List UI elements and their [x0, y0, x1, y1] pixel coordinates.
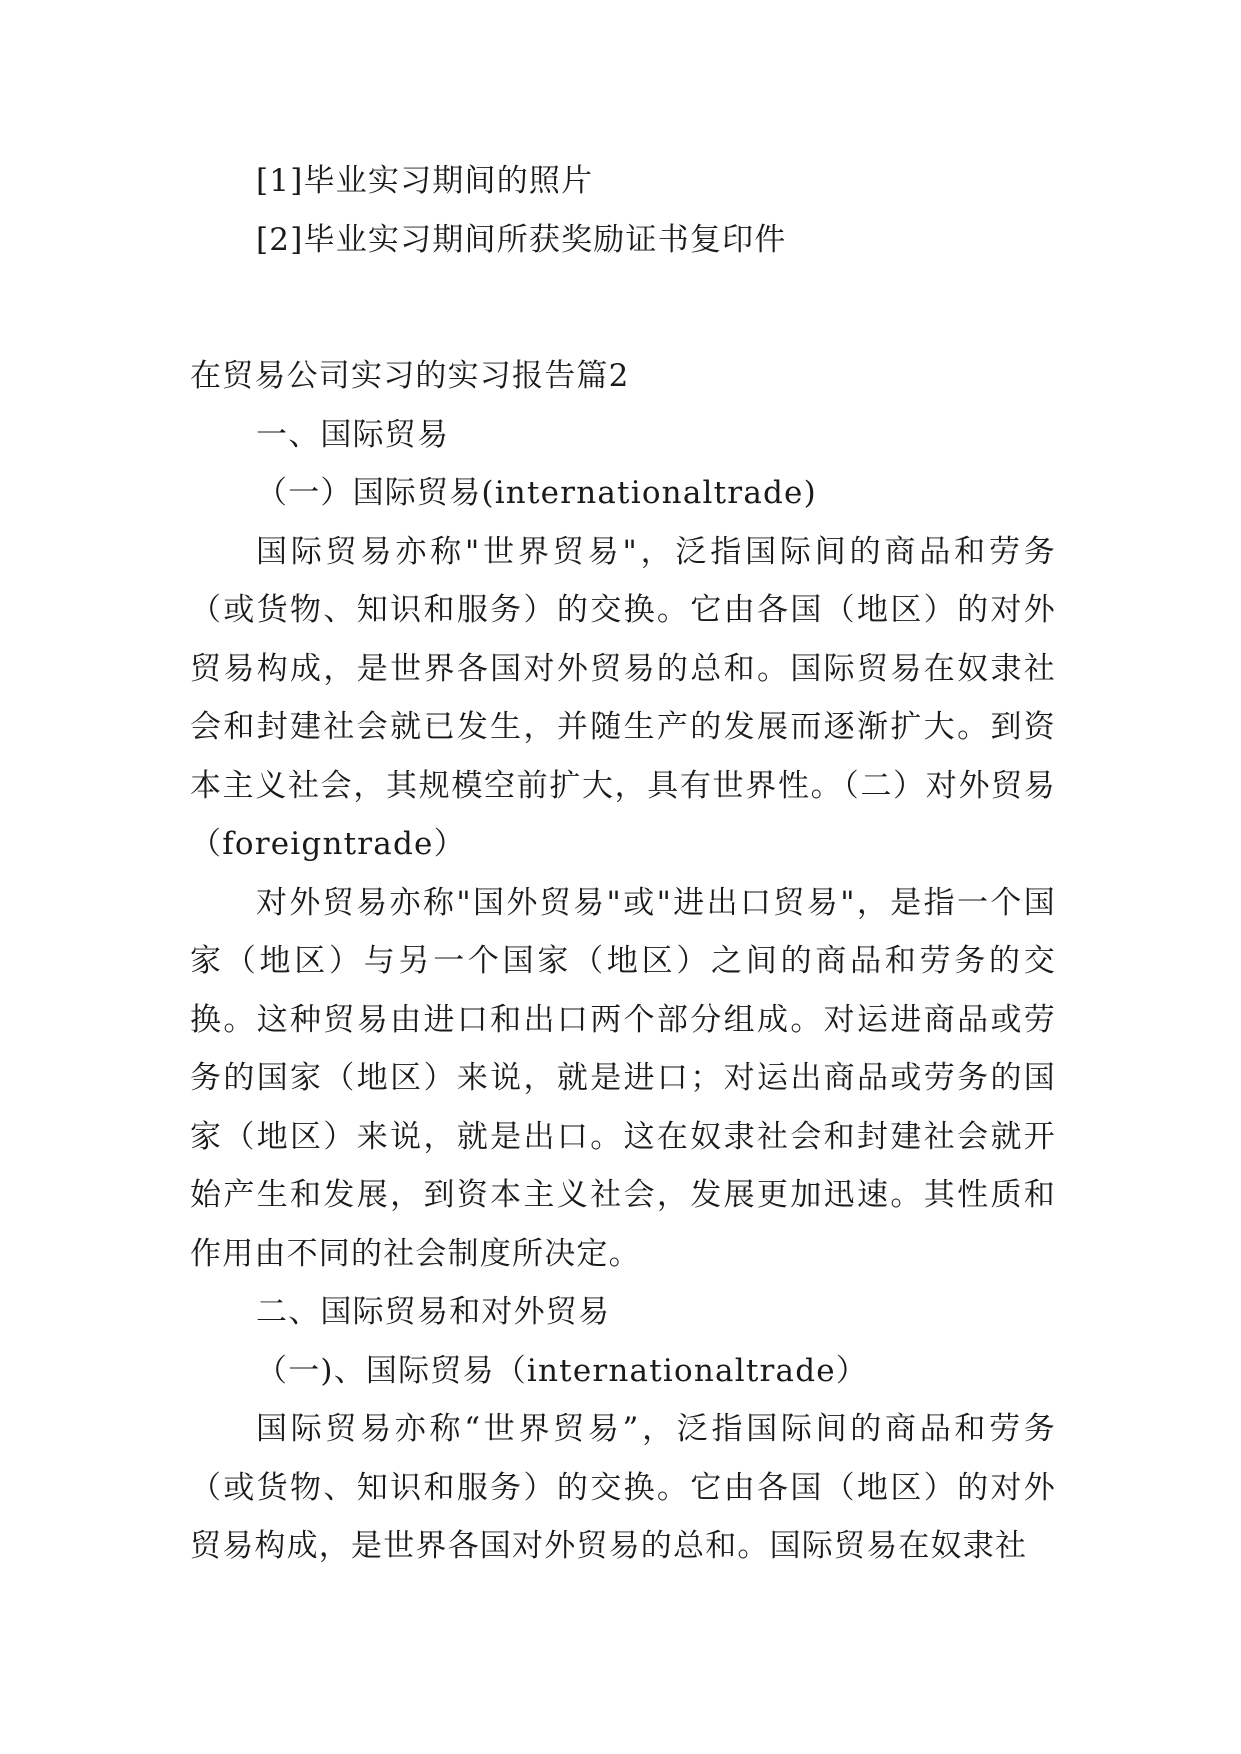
attachment-item-1: [1]毕业实习期间的照片 [256, 163, 594, 199]
section-heading-2: 二、国际贸易和对外贸易 [256, 1294, 611, 1330]
subsection-heading-1-1: （一）国际贸易(internationaltrade) [256, 475, 817, 511]
paragraph-international-trade: 国际贸易亦称"世界贸易"，泛指国际间的商品和劳务（或货物、知识和服务）的交换。它由各国（地区）的对外贸易构成，是世界各国对外贸易的总和。国际贸易在奴隶社会和封建社会就已发生，并随生产的发展而逐渐扩大。到资本主义社会，其规模空前扩大，具有世界性。（二）对外贸易（foreigntrade） [190, 533, 1056, 862]
attachment-item-2: [2]毕业实习期间所获奖励证书复印件 [256, 221, 787, 258]
document-page [190, 152, 1056, 1576]
section-heading-1: 一、国际贸易 [256, 416, 450, 453]
spacer [190, 269, 1056, 347]
article-title: 在贸易公司实习的实习报告篇2 [190, 358, 630, 394]
paragraph-international-trade-2: 国际贸易亦称“世界贸易”，泛指国际间的商品和劳务（或货物、知识和服务）的交换。它由各国（地区）的对外贸易构成，是世界各国对外贸易的总和。国际贸易在奴隶社 [190, 1411, 1056, 1564]
paragraph-foreign-trade: 对外贸易亦称"国外贸易"或"进出口贸易"，是指一个国家（地区）与另一个国家（地区）之间的商品和劳务的交换。这种贸易由进口和出口两个部分组成。对运进商品或劳务的国家（地区）来说，就是进口；对运出商品或劳务的国家（地区）来说，就是出口。这在奴隶社会和封建社会就开始产生和发展，到资本主义社会，发展更加迅速。其性质和作用由不同的社会制度所决定。 [190, 884, 1056, 1272]
subsection-heading-2-1: （一)、国际贸易（internationaltrade） [256, 1352, 868, 1389]
